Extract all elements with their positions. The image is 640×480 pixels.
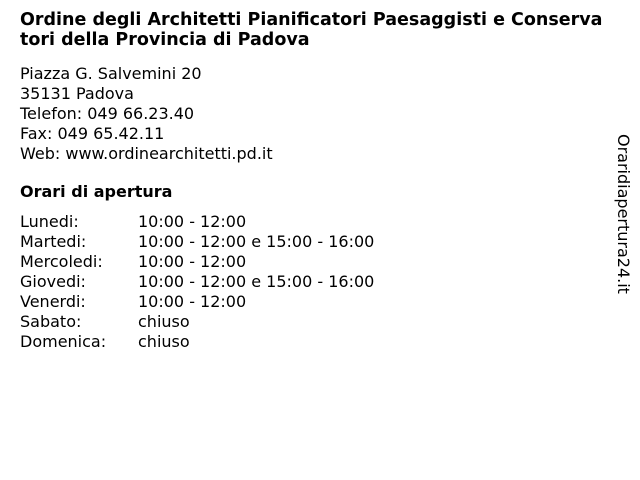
business-name: Ordine degli Architetti Pianificatori Paesaggisti e Conservatori della Provincia di Padova (20, 10, 603, 50)
day-hours: chiuso (138, 312, 190, 331)
day-label: Lunedi: (20, 212, 79, 231)
day-hours: 10:00 - 12:00 e 15:00 - 16:00 (138, 272, 375, 291)
day-hours: 10:00 - 12:00 (138, 292, 247, 311)
day-hours: 10:00 - 12:00 e 15:00 - 16:00 (138, 232, 375, 251)
hours-row-sunday (20, 332, 374, 352)
opening-hours-table (20, 212, 374, 352)
day-label: Venerdi: (20, 292, 86, 311)
address-fax: Fax: 049 65.42.11 (20, 124, 165, 143)
day-label: Martedi: (20, 232, 87, 251)
hours-row-wednesday (20, 252, 374, 272)
day-hours: chiuso (138, 332, 190, 351)
address-street: Piazza G. Salvemini 20 (20, 64, 202, 83)
hours-row-thursday (20, 272, 374, 292)
site-watermark: Oraridiapertura24.it (614, 134, 633, 294)
hours-row-tuesday (20, 232, 374, 252)
day-label: Mercoledi: (20, 252, 103, 271)
address-web: Web: www.ordinearchitetti.pd.it (20, 144, 273, 163)
address-city: 35131 Padova (20, 84, 134, 103)
day-hours: 10:00 - 12:00 (138, 252, 247, 271)
day-hours: 10:00 - 12:00 (138, 212, 247, 231)
hours-row-friday (20, 292, 374, 312)
address-block (20, 64, 610, 164)
business-card (20, 10, 610, 352)
hours-row-monday (20, 212, 374, 232)
day-label: Giovedi: (20, 272, 86, 291)
day-label: Domenica: (20, 332, 107, 351)
day-label: Sabato: (20, 312, 82, 331)
address-phone: Telefon: 049 66.23.40 (20, 104, 195, 123)
hours-row-saturday (20, 312, 374, 332)
opening-hours-title: Orari di apertura (20, 182, 173, 201)
